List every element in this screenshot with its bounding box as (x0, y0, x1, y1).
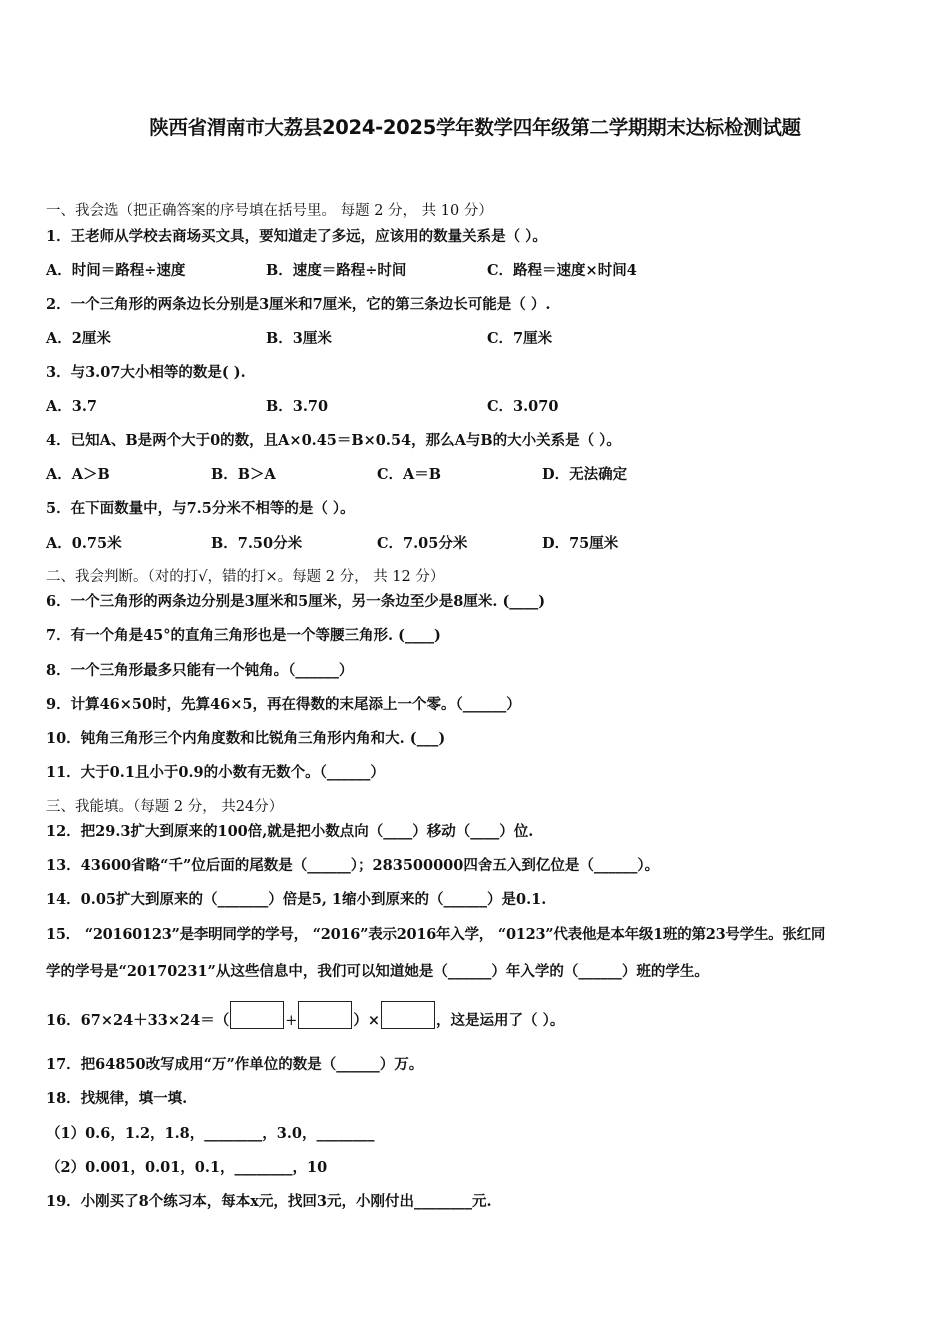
q1-option-a: A．时间＝路程÷速度 (46, 262, 186, 279)
question-15-line-1: 15． “20160123”是李明同学的学号， “2016”表示2016年入学， “0123”代表他是本年级1班的第23号学生。张红同 (46, 926, 826, 943)
q5-option-c: C．7.05分米 (377, 535, 468, 552)
question-9: 9．计算46×50时，先算46×5，再在得数的末尾添上一个零。（______） (46, 696, 521, 713)
q16-blank-box-2[interactable] (298, 1001, 352, 1029)
question-5: 5．在下面数量中，与7.5分米不相等的是（ ）。 (46, 500, 355, 517)
question-17: 17．把64850改写成用“万”作单位的数是（______）万。 (46, 1056, 424, 1073)
q3-option-b: B．3.70 (266, 398, 329, 415)
q3-option-a: A．3.7 (46, 398, 97, 415)
question-18: 18．找规律，填一填. (46, 1090, 188, 1107)
question-11: 11．大于0.1且小于0.9的小数有无数个。（______） (46, 764, 385, 781)
question-3: 3．与3.07大小相等的数是( ). (46, 364, 246, 381)
page-title: 陕西省渭南市大荔县2024-2025学年数学四年级第二学期期末达标检测试题 (149, 116, 801, 139)
q4-option-c: C．A＝B (377, 466, 442, 483)
section-heading-2: 二、我会判断。（对的打√，错的打×。每题 2 分， 共 12 分） (46, 569, 445, 585)
question-10: 10．钝角三角形三个内角度数和比锐角三角形内角和大. (___) (46, 730, 446, 747)
question-1: 1．王老师从学校去商场买文具，要知道走了多远，应该用的数量关系是（ ）。 (46, 228, 547, 245)
question-19: 19．小刚买了8个练习本，每本x元，找回3元，小刚付出________元. (46, 1193, 492, 1210)
q1-option-b: B．速度＝路程÷时间 (266, 262, 407, 279)
question-4: 4．已知A、B是两个大于0的数，且A×0.45＝B×0.54，那么A与B的大小关系是（ ）。 (46, 432, 621, 449)
question-12: 12．把29.3扩大到原来的100倍,就是把小数点向（____）移动（____）位. (46, 823, 534, 840)
q5-option-d: D．75厘米 (542, 535, 619, 552)
q3-option-c: C．3.070 (487, 398, 559, 415)
question-2: 2．一个三角形的两条边长分别是3厘米和7厘米，它的第三条边长可能是（ ）. (46, 296, 551, 313)
q5-option-a: A．0.75米 (46, 535, 122, 552)
q16-plus: + (285, 1013, 298, 1029)
section-heading-1: 一、我会选（把正确答案的序号填在括号里。 每题 2 分， 共 10 分） (46, 203, 493, 219)
question-7: 7．有一个角是45°的直角三角形也是一个等腰三角形. (____) (46, 627, 441, 644)
q2-option-a: A．2厘米 (46, 330, 111, 347)
q5-option-b: B．7.50分米 (211, 535, 303, 552)
q1-option-c: C．路程＝速度×时间4 (487, 262, 637, 279)
question-6: 6．一个三角形的两条边分别是3厘米和5厘米，另一条边至少是8厘米. (____) (46, 593, 546, 610)
question-13: 13．43600省略“千”位后面的尾数是（______）；283500000四舍五入到亿位是（______）。 (46, 857, 660, 874)
q2-option-c: C．7厘米 (487, 330, 553, 347)
q16-mid: ）× (353, 1012, 381, 1029)
q2-option-b: B．3厘米 (266, 330, 332, 347)
section-heading-3: 三、我能填。（每题 2 分， 共24分） (46, 799, 284, 815)
q16-suffix: ，这是运用了（ ）。 (436, 1012, 565, 1029)
q4-option-b: B．B＞A (211, 466, 276, 483)
question-18-part-1: （1）0.6，1.2，1.8，________，3.0，________ (46, 1125, 375, 1142)
question-14: 14．0.05扩大到原来的（_______）倍是5, 1缩小到原来的（______）是0.1. (46, 891, 547, 908)
question-18-part-2: （2）0.001，0.01，0.1，________，10 (46, 1159, 328, 1176)
q16-blank-box-1[interactable] (230, 1001, 284, 1029)
q16-prefix: 16．67×24＋33×24＝（ (46, 1012, 230, 1029)
question-16 (46, 1001, 564, 1031)
question-15-line-2: 学的学号是“20170231”从这些信息中，我们可以知道她是（______）年入学的（______）班的学生。 (46, 963, 709, 980)
q16-blank-box-3[interactable] (381, 1001, 435, 1029)
q4-option-a: A．A＞B (46, 466, 110, 483)
q4-option-d: D．无法确定 (542, 466, 628, 483)
question-8: 8．一个三角形最多只能有一个钝角。（______） (46, 662, 354, 679)
